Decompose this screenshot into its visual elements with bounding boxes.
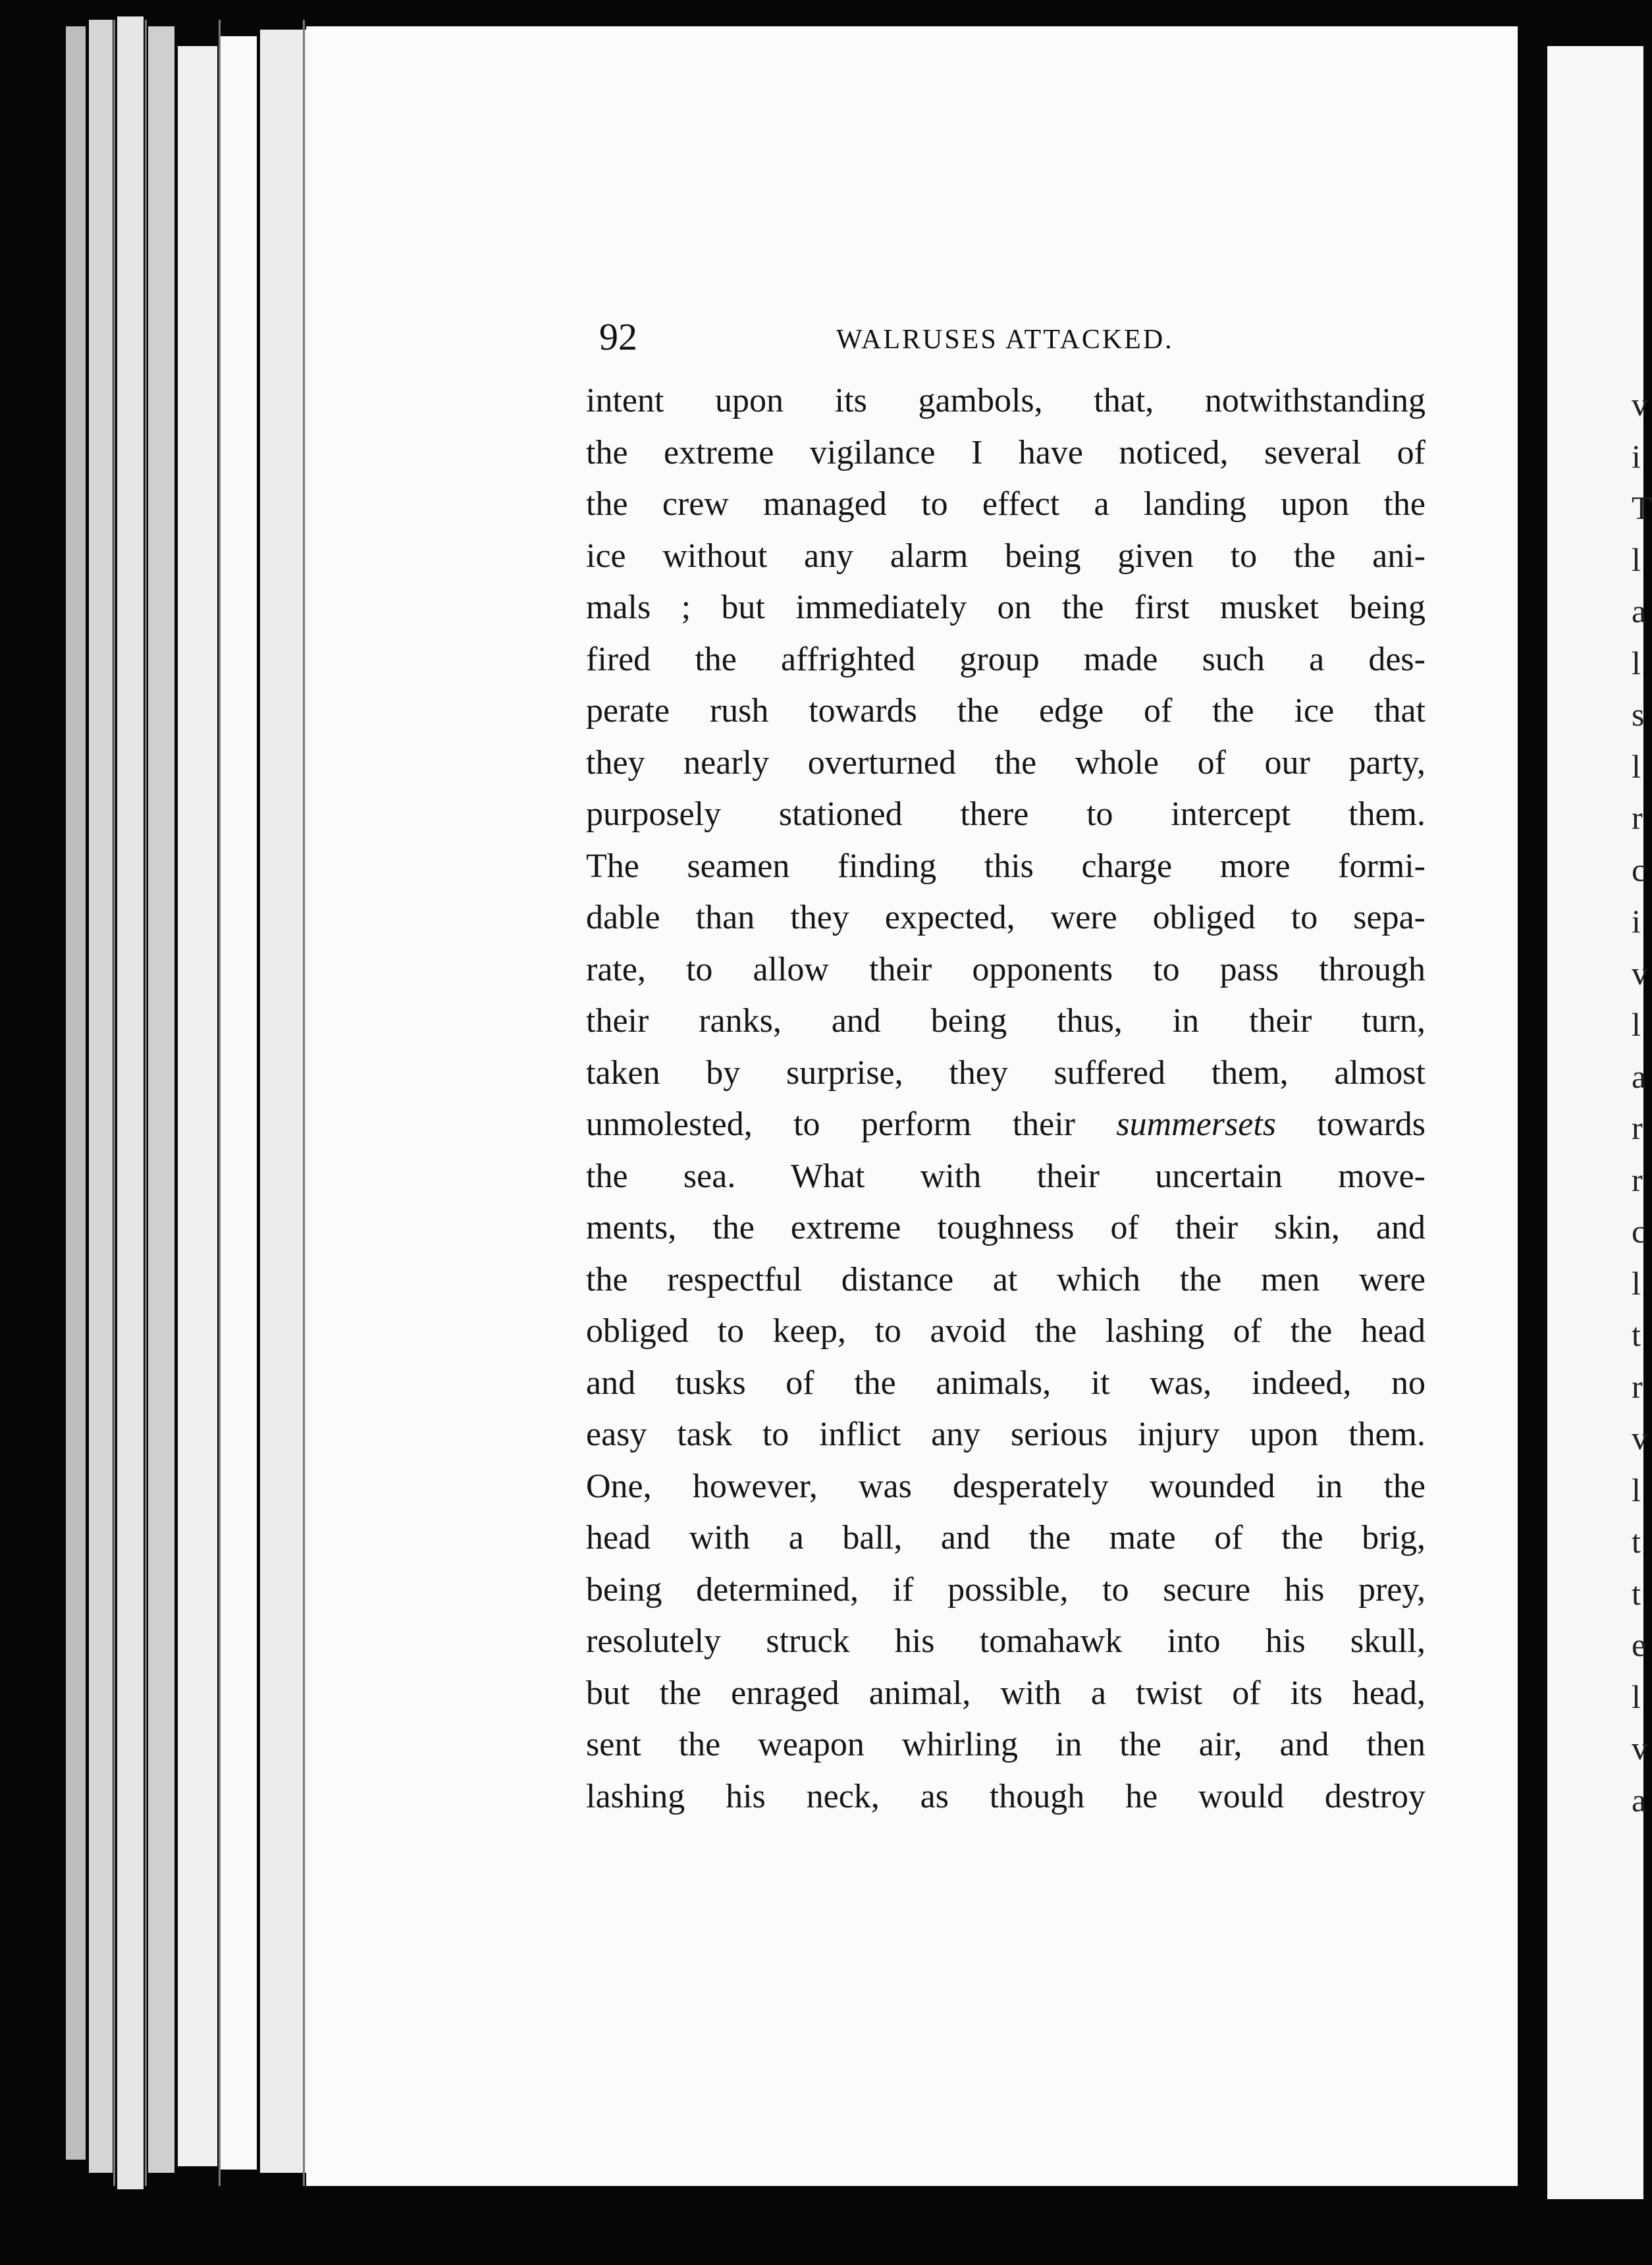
facing-page-letter: v <box>1632 1730 1648 1767</box>
text-line: mals ; but immediately on the first musket being <box>586 589 1426 626</box>
text-line: being determined, if possible, to secure his prey, <box>586 1570 1426 1609</box>
text-line: their ranks, and being thus, in their turn, <box>586 1002 1426 1040</box>
facing-page-letter: s <box>1632 696 1645 733</box>
text-line: The seamen finding this charge more formi- <box>586 847 1426 885</box>
text-line: taken by surprise, they suffered them, almost <box>586 1053 1426 1092</box>
text-line: the crew managed to effect a landing upon the <box>586 485 1426 523</box>
page-edge <box>89 20 113 2173</box>
facing-page-letter: v <box>1632 954 1648 992</box>
text-fragment: towards <box>1317 1106 1426 1143</box>
facing-page-letter: l <box>1632 1006 1641 1043</box>
facing-page-letter: l <box>1632 747 1641 785</box>
facing-page-letter: v <box>1632 386 1648 423</box>
facing-page-letter: l <box>1632 1264 1641 1302</box>
page-edge <box>260 30 306 2173</box>
facing-page-letter: l <box>1632 1678 1641 1715</box>
text-line: fired the affrighted group made such a des- <box>586 640 1426 678</box>
facing-page-letter: r <box>1632 1109 1643 1146</box>
text-line: the sea. What with their uncertain move- <box>586 1157 1426 1195</box>
page-edge-line <box>113 20 115 2186</box>
facing-page-letter: t <box>1632 1523 1641 1560</box>
page-header <box>599 315 1258 361</box>
page-number: 92 <box>599 315 637 358</box>
facing-page <box>1547 46 1643 2199</box>
text-line: they nearly overturned the whole of our party, <box>586 743 1426 782</box>
text-line: perate rush towards the edge of the ice that <box>586 692 1426 730</box>
page-edge-line <box>219 20 221 2186</box>
page-edge <box>148 26 174 2173</box>
facing-page-letter: i <box>1632 903 1641 940</box>
text-line: and tusks of the animals, it was, indeed, no <box>586 1364 1426 1402</box>
text-line: but the enraged animal, with a twist of its head, <box>586 1674 1426 1712</box>
text-line: the extreme vigilance I have noticed, several of <box>586 433 1426 471</box>
text-line: head with a ball, and the mate of the brig, <box>586 1519 1426 1557</box>
text-line: the respectful distance at which the men were <box>586 1260 1426 1298</box>
text-line: intent upon its gambols, that, notwithstanding <box>586 382 1426 419</box>
facing-page-letter: a <box>1632 1057 1647 1095</box>
facing-page-letter: r <box>1632 1161 1643 1198</box>
page-edge <box>178 46 217 2166</box>
page-edge <box>221 36 257 2170</box>
page-edge <box>66 26 86 2160</box>
facing-page-letter: a <box>1632 593 1647 629</box>
text-line: sent the weapon whirling in the air, and then <box>586 1726 1426 1763</box>
text-line: resolutely struck his tomahawk into his skull, <box>586 1622 1426 1660</box>
facing-page-letter: t <box>1632 1316 1641 1353</box>
facing-page-letter: l <box>1632 1471 1641 1508</box>
text-line: lashing his neck, as though he would destroy <box>586 1777 1426 1815</box>
facing-page-letter: r <box>1632 1368 1643 1405</box>
facing-page-letter: a <box>1632 1781 1647 1819</box>
facing-page-letter: t <box>1632 1574 1641 1612</box>
facing-page-letter: r <box>1632 799 1643 836</box>
text-line: ments, the extreme toughness of their skin, and <box>586 1209 1426 1246</box>
facing-page-letter: e <box>1632 1626 1647 1663</box>
page-edge-line <box>145 20 147 2186</box>
facing-page-letter: c <box>1632 851 1647 888</box>
facing-page-letter: c <box>1632 1213 1647 1250</box>
italic-word: summersets <box>1116 1106 1277 1143</box>
facing-page-letter: i <box>1632 437 1641 475</box>
page-edge-line <box>303 20 305 2186</box>
text-fragment: unmolested, to perform their <box>586 1106 1075 1143</box>
text-line: dable than they expected, were obliged to sepa- <box>586 899 1426 936</box>
facing-page-letter: l <box>1632 541 1641 578</box>
text-line-with-italic <box>586 1099 1426 1151</box>
text-line: ice without any alarm being given to the ani- <box>586 537 1426 575</box>
body-text <box>586 375 1426 1823</box>
page-edge <box>117 16 144 2189</box>
facing-page-letter: T <box>1632 489 1652 526</box>
facing-page-letter: v <box>1632 1420 1648 1456</box>
facing-page-letter: l <box>1632 644 1641 681</box>
text-line: purposely stationed there to intercept them. <box>586 795 1426 833</box>
text-line: easy task to inflict any serious injury upon them. <box>586 1416 1426 1453</box>
running-head: WALRUSES ATTACKED. <box>836 325 1174 355</box>
text-line: One, however, was desperately wounded in the <box>586 1467 1426 1505</box>
text-line: obliged to keep, to avoid the lashing of the head <box>586 1312 1426 1350</box>
text-line: rate, to allow their opponents to pass through <box>586 950 1426 988</box>
